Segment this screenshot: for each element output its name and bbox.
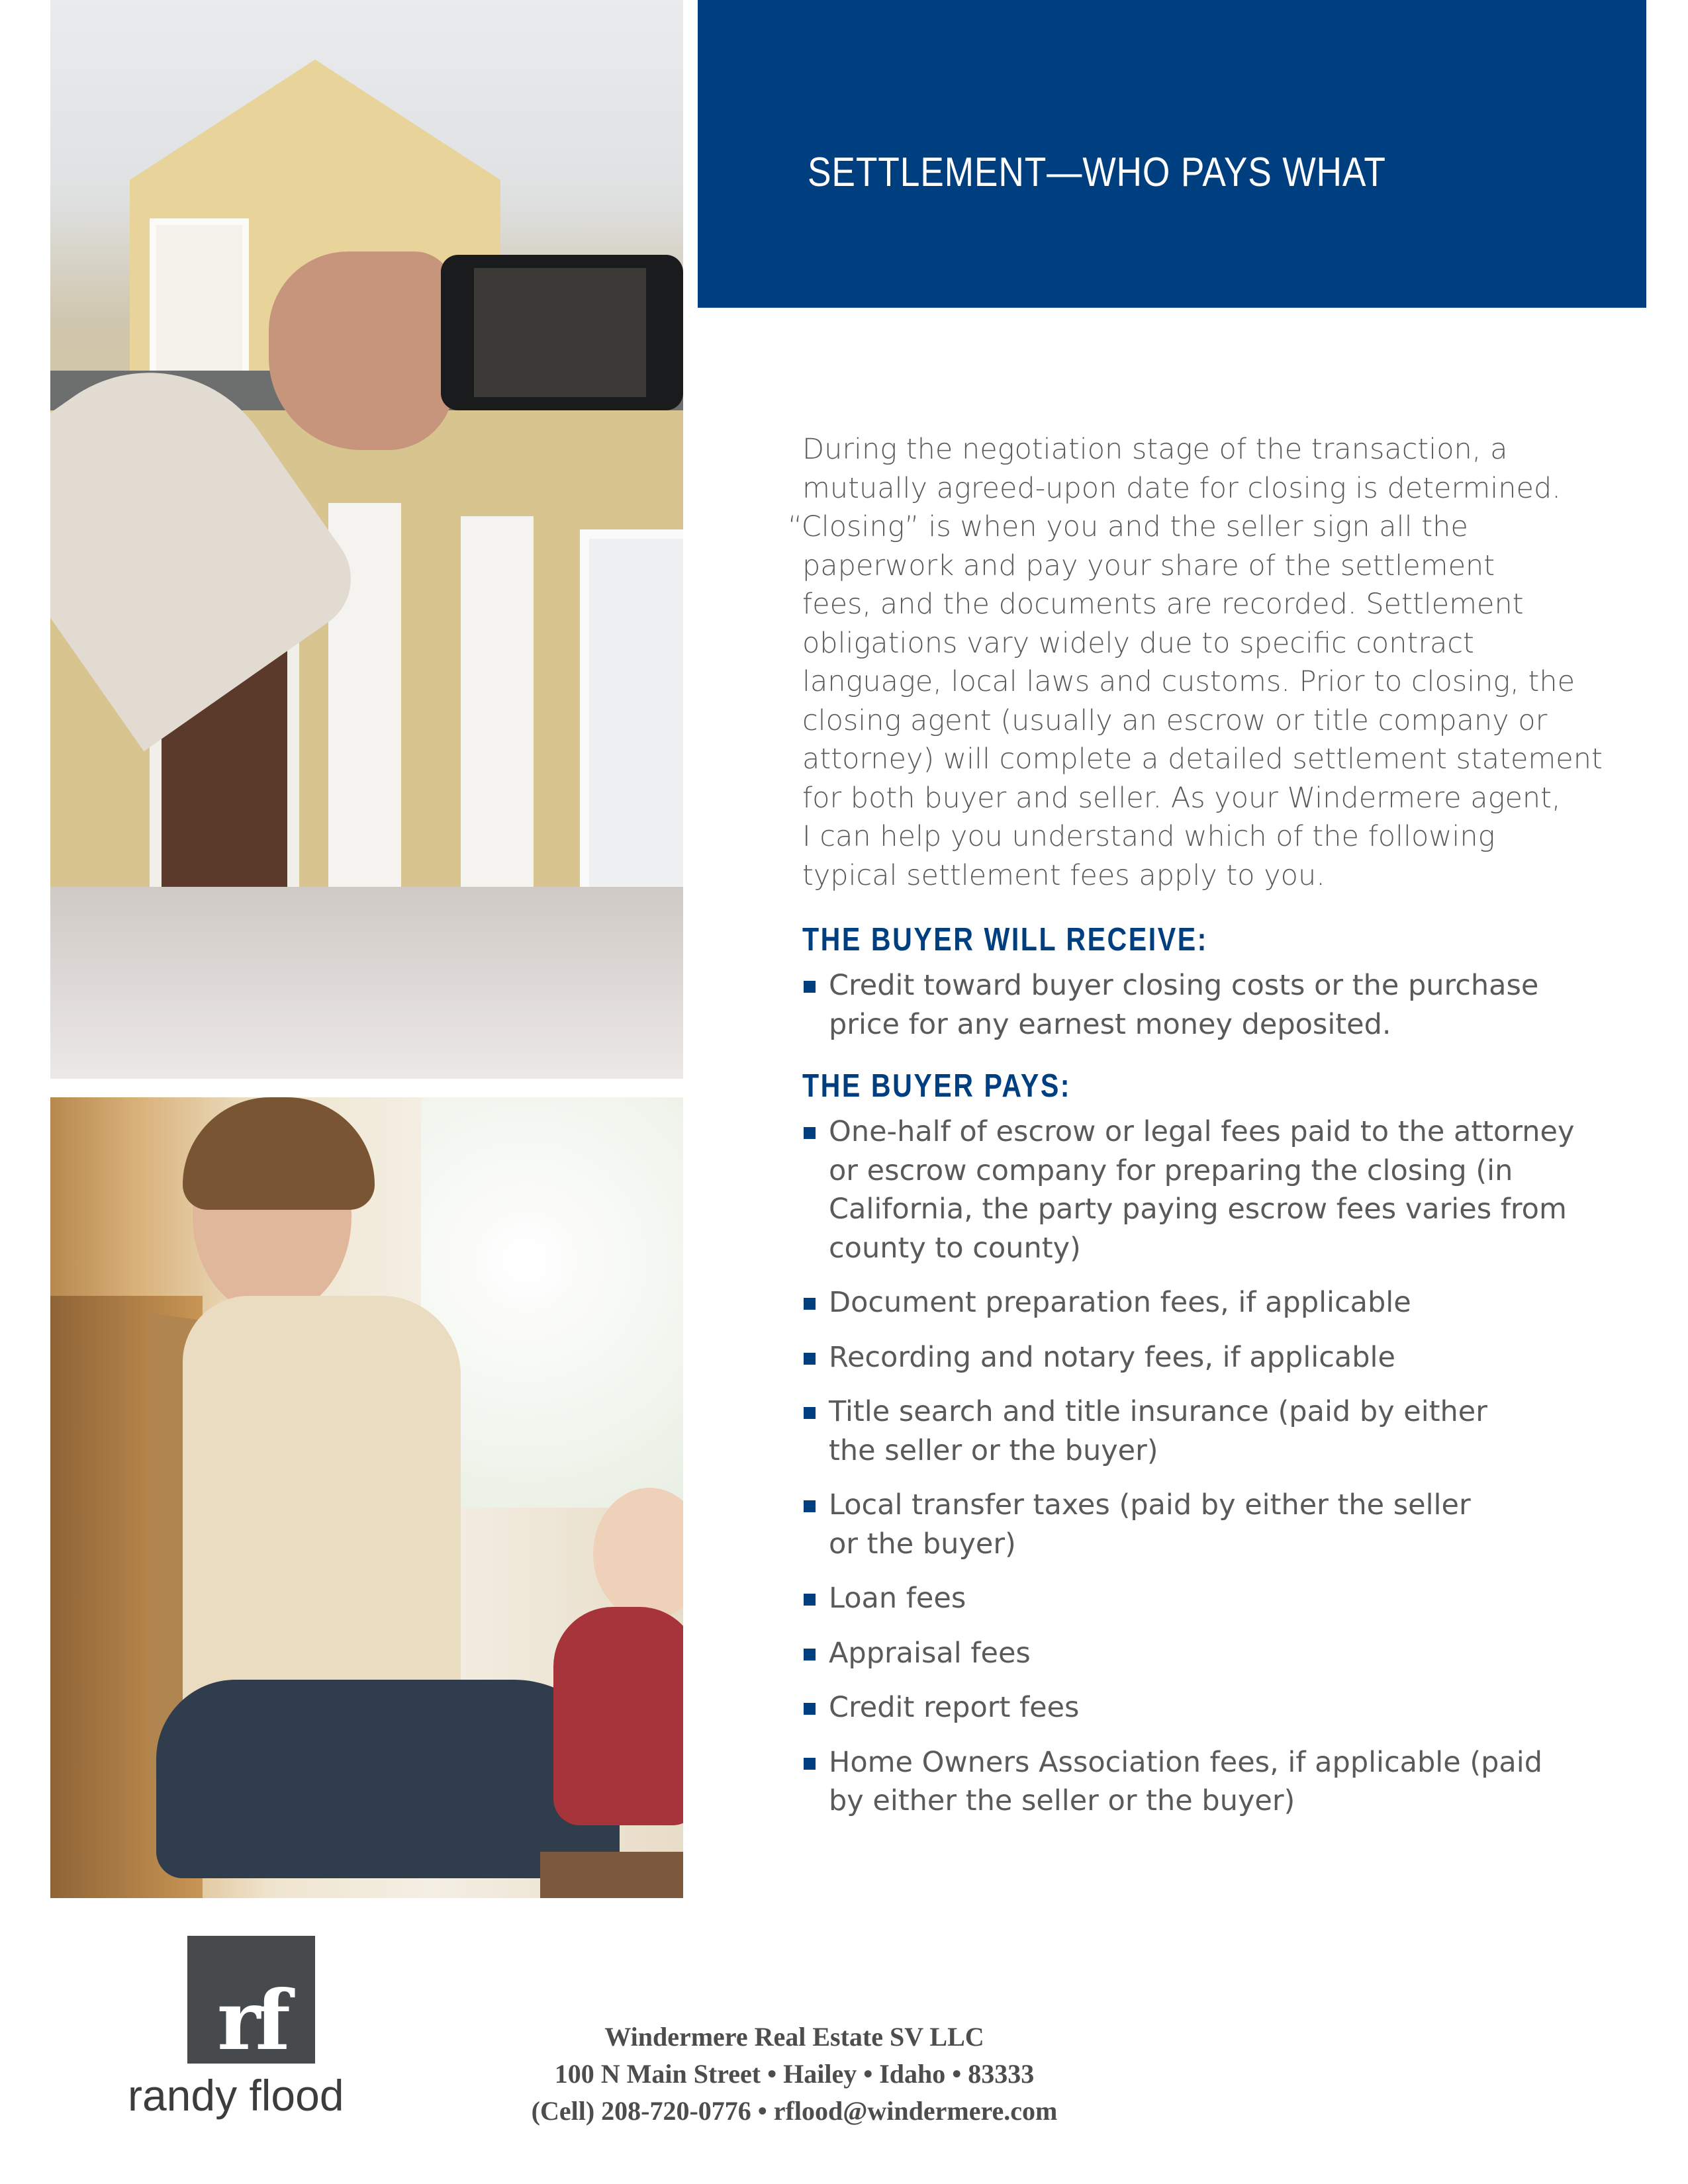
logo-name: randy flood — [128, 2071, 344, 2120]
buyer-receives-list — [802, 966, 1610, 1044]
square-bullet-icon — [804, 1594, 816, 1606]
intro-line: “Closing” is when you and the seller sign all the — [788, 510, 1468, 543]
intro-line: typical settlement fees apply to you. — [802, 858, 1325, 892]
square-bullet-icon — [804, 1298, 816, 1310]
family-photo — [50, 1097, 683, 1898]
company-name: Windermere Real Estate SV LLC — [604, 2022, 984, 2052]
list-item: One-half of escrow or legal fees paid to the attorney or escrow company for preparing the closing (in California, the party paying escrow fees varies from county to county) — [802, 1113, 1610, 1267]
house-photo — [50, 0, 683, 1079]
company-address: 100 N Main Street • Hailey • Idaho • 83333 — [554, 2059, 1035, 2089]
list-item: Loan fees — [802, 1579, 1610, 1618]
square-bullet-icon — [804, 1758, 816, 1770]
intro-line: language, local laws and customs. Prior to closing, the — [802, 665, 1575, 698]
list-item: Credit report fees — [802, 1688, 1610, 1727]
logo-mark-box — [187, 1936, 315, 2069]
list-item: Title search and title insurance (paid by either the seller or the buyer) — [802, 1392, 1610, 1470]
square-bullet-icon — [804, 1703, 816, 1715]
footer-contact — [490, 2019, 1099, 2130]
intro-line: for both buyer and seller. As your Windermere agent, — [802, 781, 1561, 815]
contact-info: (Cell) 208-720-0776 • rflood@windermere.com — [531, 2096, 1058, 2126]
list-item: Credit toward buyer closing costs or the purchase price for any earnest money deposited. — [802, 966, 1610, 1044]
main-content — [788, 430, 1610, 1837]
logo-mark: rf — [217, 1973, 285, 2069]
square-bullet-icon — [804, 1127, 816, 1139]
list-item: Home Owners Association fees, if applicable (paid by either the seller or the buyer) — [802, 1743, 1610, 1821]
intro-line: attorney) will complete a detailed settlement statement — [802, 743, 1603, 776]
intro-line: I can help you understand which of the following — [802, 820, 1495, 853]
intro-line: paperwork and pay your share of the settlement — [802, 549, 1495, 582]
buyer-pays-list — [802, 1113, 1610, 1821]
header-band — [698, 0, 1646, 308]
square-bullet-icon — [804, 1500, 816, 1512]
square-bullet-icon — [804, 1407, 816, 1419]
buyer-receives-heading: THE BUYER WILL RECEIVE: — [802, 922, 1208, 958]
list-item: Recording and notary fees, if applicable — [802, 1338, 1610, 1377]
list-item: Local transfer taxes (paid by either the seller or the buyer) — [802, 1486, 1610, 1563]
intro-line: During the negotiation stage of the transaction, a — [802, 433, 1508, 466]
intro-line: closing agent (usually an escrow or title company or — [802, 704, 1548, 737]
page-title: SETTLEMENT—WHO PAYS WHAT — [808, 150, 1386, 195]
intro-line: fees, and the documents are recorded. Settlement — [802, 588, 1524, 621]
square-bullet-icon — [804, 1649, 816, 1661]
square-bullet-icon — [804, 981, 816, 993]
intro-line: mutually agreed-upon date for closing is determined. — [802, 471, 1561, 505]
intro-paragraph — [788, 430, 1610, 895]
list-item: Appraisal fees — [802, 1634, 1610, 1673]
buyer-pays-heading: THE BUYER PAYS: — [802, 1068, 1072, 1104]
square-bullet-icon — [804, 1353, 816, 1365]
list-item: Document preparation fees, if applicable — [802, 1283, 1610, 1322]
intro-line: obligations vary widely due to specific contract — [802, 626, 1474, 660]
